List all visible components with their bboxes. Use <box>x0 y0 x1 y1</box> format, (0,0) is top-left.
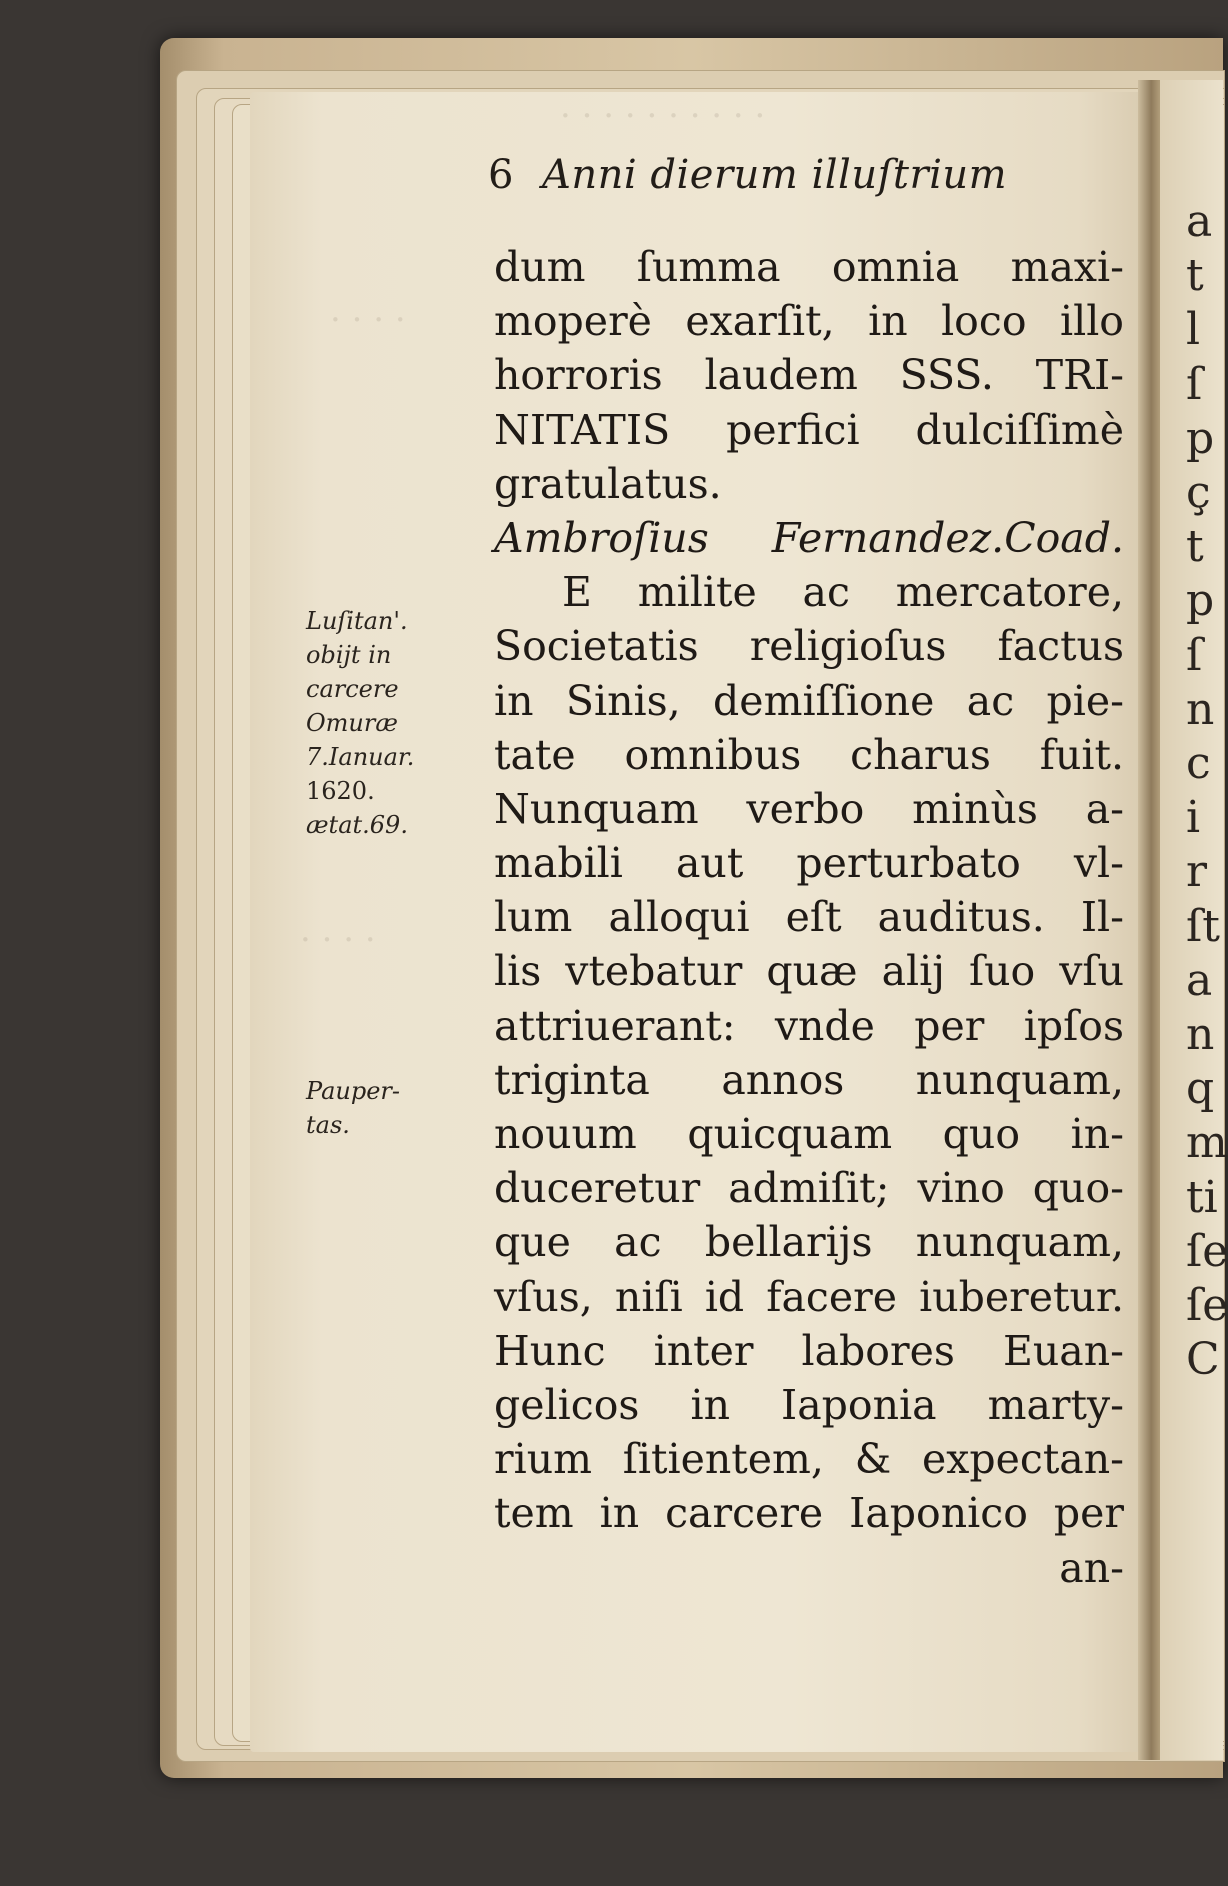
next-page-fragment: a <box>1186 196 1213 247</box>
next-page-fragment: i <box>1186 792 1201 844</box>
page-number: 6 <box>488 152 514 198</box>
margin-note-line: tas. <box>306 1111 350 1139</box>
text-line: lum alloqui eſt auditus. Il- <box>494 893 1124 942</box>
entry-heading: Ambroſius Fernandez.Coad. <box>494 513 1124 562</box>
text-line: Societatis religioſus factus <box>494 622 1124 671</box>
running-head-title: Anni dierum illuſtrium <box>541 152 1008 198</box>
text-line: Hunc inter labores Euan- <box>494 1326 1124 1375</box>
show-through: · · · · <box>300 920 376 960</box>
text-line: in Sinis, demiſſione ac pie- <box>494 676 1124 725</box>
text-line: duceretur admiſit; vino quo- <box>494 1164 1124 1213</box>
next-page-fragment: n <box>1186 1009 1215 1060</box>
next-page-fragment: c <box>1186 738 1211 789</box>
next-page-fragment: p <box>1186 575 1215 627</box>
margin-note-line: obijt in <box>306 641 392 669</box>
text-line: que ac bellarijs nunquam, <box>494 1218 1124 1267</box>
next-page-fragment: ſe <box>1186 1225 1228 1277</box>
text-line: mabili aut perturbato vl- <box>494 839 1124 888</box>
text-line: gelicos in Iaponia marty- <box>494 1380 1124 1429</box>
next-page-fragment: ſe <box>1186 1280 1228 1331</box>
text-line: tate omnibus charus fuit. <box>494 730 1124 779</box>
next-page-fragment: ſ <box>1186 629 1203 681</box>
next-page-fragment: t <box>1186 250 1204 302</box>
text-line: tem in carcere Iaponico per <box>494 1489 1124 1538</box>
margin-note-line: 7.Ianuar. <box>306 743 415 771</box>
text-line: triginta annos nunquam, <box>494 1055 1124 1104</box>
margin-note-line: Omuræ <box>306 709 398 737</box>
margin-note-line: carcere <box>306 675 399 703</box>
text-line: gratulatus. <box>494 459 722 508</box>
text-line: moperè exarſit, in loco illo <box>494 297 1124 346</box>
next-page-fragment: q <box>1186 1063 1215 1115</box>
next-page-fragment: ti <box>1186 1171 1218 1223</box>
margin-note-line: Luſitan'. <box>306 607 408 635</box>
next-page-fragment: n <box>1186 683 1215 735</box>
body-text <box>494 240 1124 1595</box>
next-page-fragment: t <box>1186 521 1204 573</box>
text-line: dum ſumma omnia maxi- <box>494 243 1124 291</box>
text-line: vſus, niſi id facere iuberetur. <box>494 1272 1124 1321</box>
show-through: · · · · · · · · · · <box>560 96 766 136</box>
margin-note-biography <box>306 604 414 842</box>
next-page-fragment: m <box>1186 1117 1228 1169</box>
next-page-fragment: r <box>1186 846 1208 898</box>
text-line: Nunquam verbo minùs a- <box>494 784 1124 833</box>
text-line: E milite ac mercatore, <box>562 568 1124 617</box>
text-line: nouum quicquam quo in- <box>494 1110 1124 1158</box>
show-through: · · · · <box>330 300 406 340</box>
next-page-fragment: a <box>1186 954 1213 1006</box>
catchword: an- <box>1059 1543 1124 1592</box>
next-page-fragment: ſ <box>1186 358 1203 410</box>
margin-note-line: 1620. <box>306 777 375 805</box>
next-page-fragment: ç <box>1186 467 1211 518</box>
margin-note-line: Pauper- <box>306 1077 400 1105</box>
text-line: horroris laudem SSS. TRI- <box>494 351 1124 400</box>
running-head <box>488 152 1088 198</box>
next-page-fragment: l <box>1186 304 1201 356</box>
text-line: rium ſitientem, & expectan- <box>494 1435 1124 1484</box>
text-line: NITATIS perfici dulciſſimè <box>494 405 1124 454</box>
book-gutter <box>1138 80 1162 1760</box>
next-page-fragment: C <box>1186 1334 1220 1386</box>
margin-note-line: ætat.69. <box>306 811 408 839</box>
next-page-fragment: p <box>1186 412 1215 464</box>
margin-note-virtue <box>306 1074 400 1142</box>
text-line: lis vtebatur quæ alij ſuo vſu <box>494 947 1124 996</box>
text-line: attriuerant: vnde per ipſos <box>494 1001 1124 1050</box>
next-page-fragment: ſt <box>1186 900 1220 952</box>
next-page-sliver <box>1160 80 1228 1760</box>
